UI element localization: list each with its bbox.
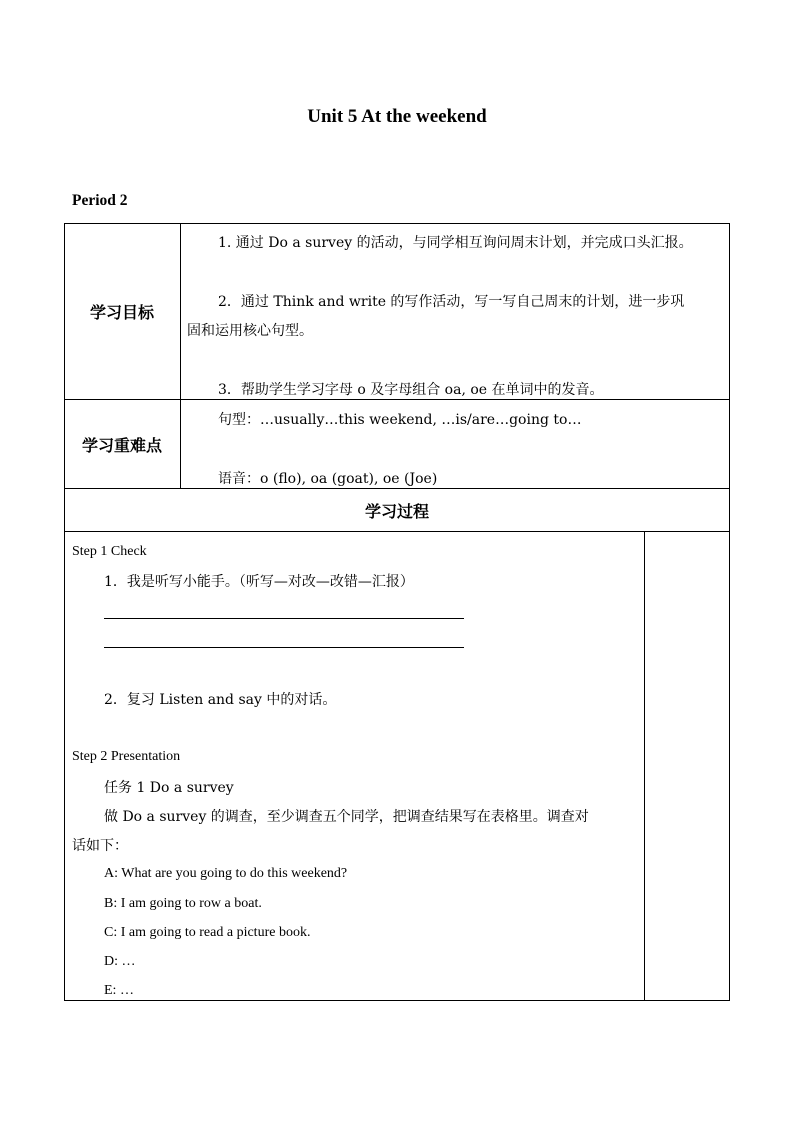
table-border-bottom	[64, 1000, 730, 1001]
step2-title: Step 2 Presentation	[72, 749, 181, 764]
objective-item: 2．通过 Think and write 的写作活动，写一写自己周末的计划，进一步巩	[218, 294, 685, 310]
step1-item1: 1．我是听写小能手。（听写—对改—改错—汇报）	[104, 574, 414, 590]
answer-line	[104, 618, 464, 619]
table-divider	[64, 399, 730, 400]
table-column-divider	[180, 223, 181, 489]
table-border-top	[64, 223, 730, 224]
difficulties-label: 学习重难点	[81, 436, 162, 455]
pronunciation: 语音：o (flo), oa (goat), oe (Joe)	[218, 471, 438, 487]
table-border-right	[729, 223, 730, 1001]
objective-item: 3．帮助学生学习字母 o 及字母组合 oa, oe 在单词中的发音。	[218, 382, 604, 398]
process-header: 学习过程	[364, 502, 429, 521]
task1-description-continuation: 话如下：	[72, 838, 128, 854]
dialogue-line: A: What are you going to do this weekend?	[104, 866, 348, 881]
table-divider	[64, 488, 730, 489]
dialogue-line: B: I am going to row a boat.	[104, 896, 262, 911]
sentence-pattern: 句型：…usually…this weekend, …is/are…going to…	[218, 412, 582, 428]
table-border-left	[64, 223, 65, 1001]
objectives-label: 学习目标	[89, 303, 154, 322]
objective-item-continuation: 固和运用核心句型。	[187, 323, 313, 339]
answer-line	[104, 647, 464, 648]
objective-item: 1. 通过 Do a survey 的活动，与同学相互询问周末计划，并完成口头汇报。	[218, 235, 693, 251]
dialogue-line: D: …	[104, 954, 136, 969]
dialogue-line: E: …	[104, 983, 134, 998]
step1-title: Step 1 Check	[72, 544, 147, 559]
step1-item2: 2．复习 Listen and say 中的对话。	[104, 692, 337, 708]
table-divider	[64, 531, 730, 532]
task1-title: 任务 1 Do a survey	[104, 780, 234, 796]
task1-description: 做 Do a survey 的调查，至少调查五个同学，把调查结果写在表格里。调查对	[104, 809, 589, 825]
table-notes-column-divider	[644, 531, 645, 1001]
document-title: Unit 5 At the weekend	[307, 106, 487, 127]
period-label: Period 2	[72, 192, 128, 209]
dialogue-line: C: I am going to read a picture book.	[104, 925, 311, 940]
